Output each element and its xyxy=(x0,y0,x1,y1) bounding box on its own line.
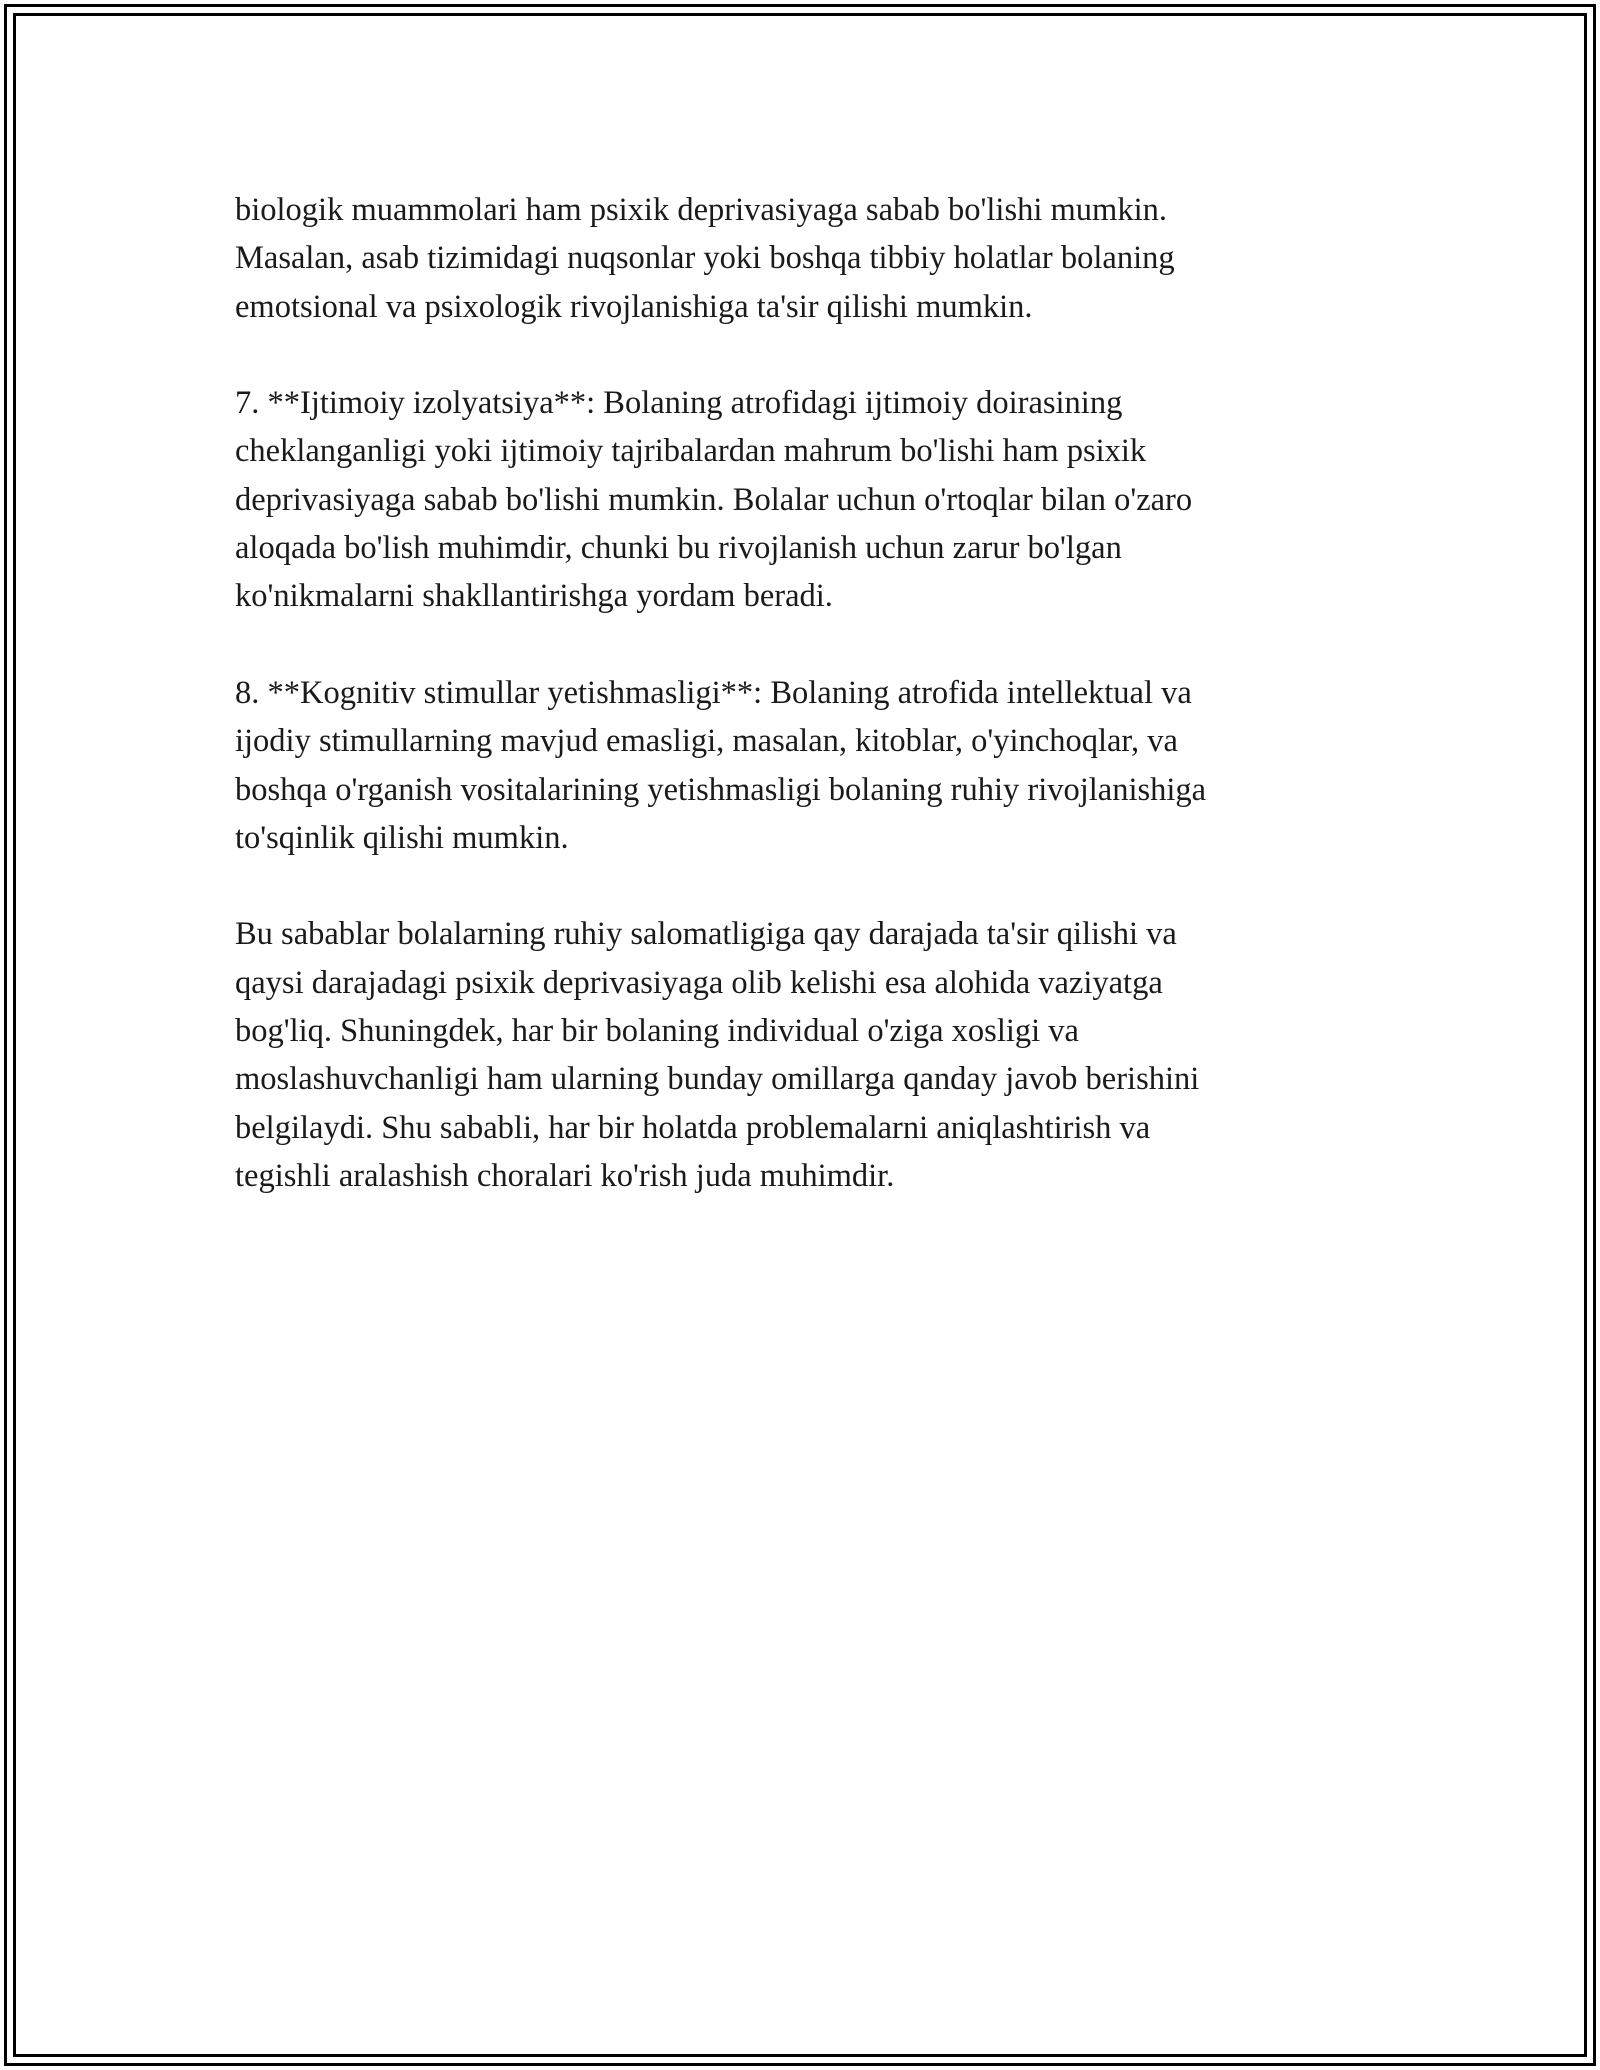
text-line: moslashuvchanligi ham ularning bunday omillarga qanday javob berishini xyxy=(235,1061,1200,1098)
paragraph-cognitive-stimuli xyxy=(235,669,1360,862)
document-body xyxy=(235,186,1360,1200)
paragraph-social-isolation xyxy=(235,379,1360,620)
text-line: 8. **Kognitiv stimullar yetishmasligi**: Bolaning atrofida intellektual va xyxy=(235,674,1192,711)
text-line: belgilaydi. Shu sababli, har bir holatda problemalarni aniqlashtirish va xyxy=(235,1109,1151,1146)
text-line: bog'liq. Shuningdek, har bir bolaning individual o'ziga xosligi va xyxy=(235,1013,1079,1050)
text-line: qaysi darajadagi psixik deprivasiyaga olib kelishi esa alohida vaziyatga xyxy=(235,964,1163,1001)
text-line: aloqada bo'lish muhimdir, chunki bu rivojlanish uchun zarur bo'lgan xyxy=(235,530,1122,567)
text-line: to'sqinlik qilishi mumkin. xyxy=(235,819,569,856)
paragraph-conclusion xyxy=(235,910,1360,1200)
text-line: tegishli aralashish choralari ko'rish juda muhimdir. xyxy=(235,1157,895,1194)
text-line: boshqa o'rganish vositalarining yetishmasligi bolaning ruhiy rivojlanishiga xyxy=(235,771,1207,808)
text-line: cheklanganligi yoki ijtimoiy tajribalardan mahrum bo'lishi ham psixik xyxy=(235,433,1147,470)
text-line: Masalan, asab tizimidagi nuqsonlar yoki boshqa tibbiy holatlar bolaning xyxy=(235,240,1175,277)
text-line: Bu sabablar bolalarning ruhiy salomatligiga qay darajada ta'sir qilishi va xyxy=(235,916,1177,953)
paragraph-biological-causes xyxy=(235,186,1360,331)
text-line: deprivasiyaga sabab bo'lishi mumkin. Bolalar uchun o'rtoqlar bilan o'zaro xyxy=(235,481,1193,518)
text-line: ijodiy stimullarning mavjud emasligi, masalan, kitoblar, o'yinchoqlar, va xyxy=(235,723,1178,760)
text-line: 7. **Ijtimoiy izolyatsiya**: Bolaning atrofidagi ijtimoiy doirasining xyxy=(235,385,1123,422)
text-line: biologik muammolari ham psixik deprivasiyaga sabab bo'lishi mumkin. xyxy=(235,192,1167,228)
text-line: emotsional va psixologik rivojlanishiga ta'sir qilishi mumkin. xyxy=(235,288,1033,325)
text-line: ko'nikmalarni shakllantirishga yordam beradi. xyxy=(235,578,833,615)
